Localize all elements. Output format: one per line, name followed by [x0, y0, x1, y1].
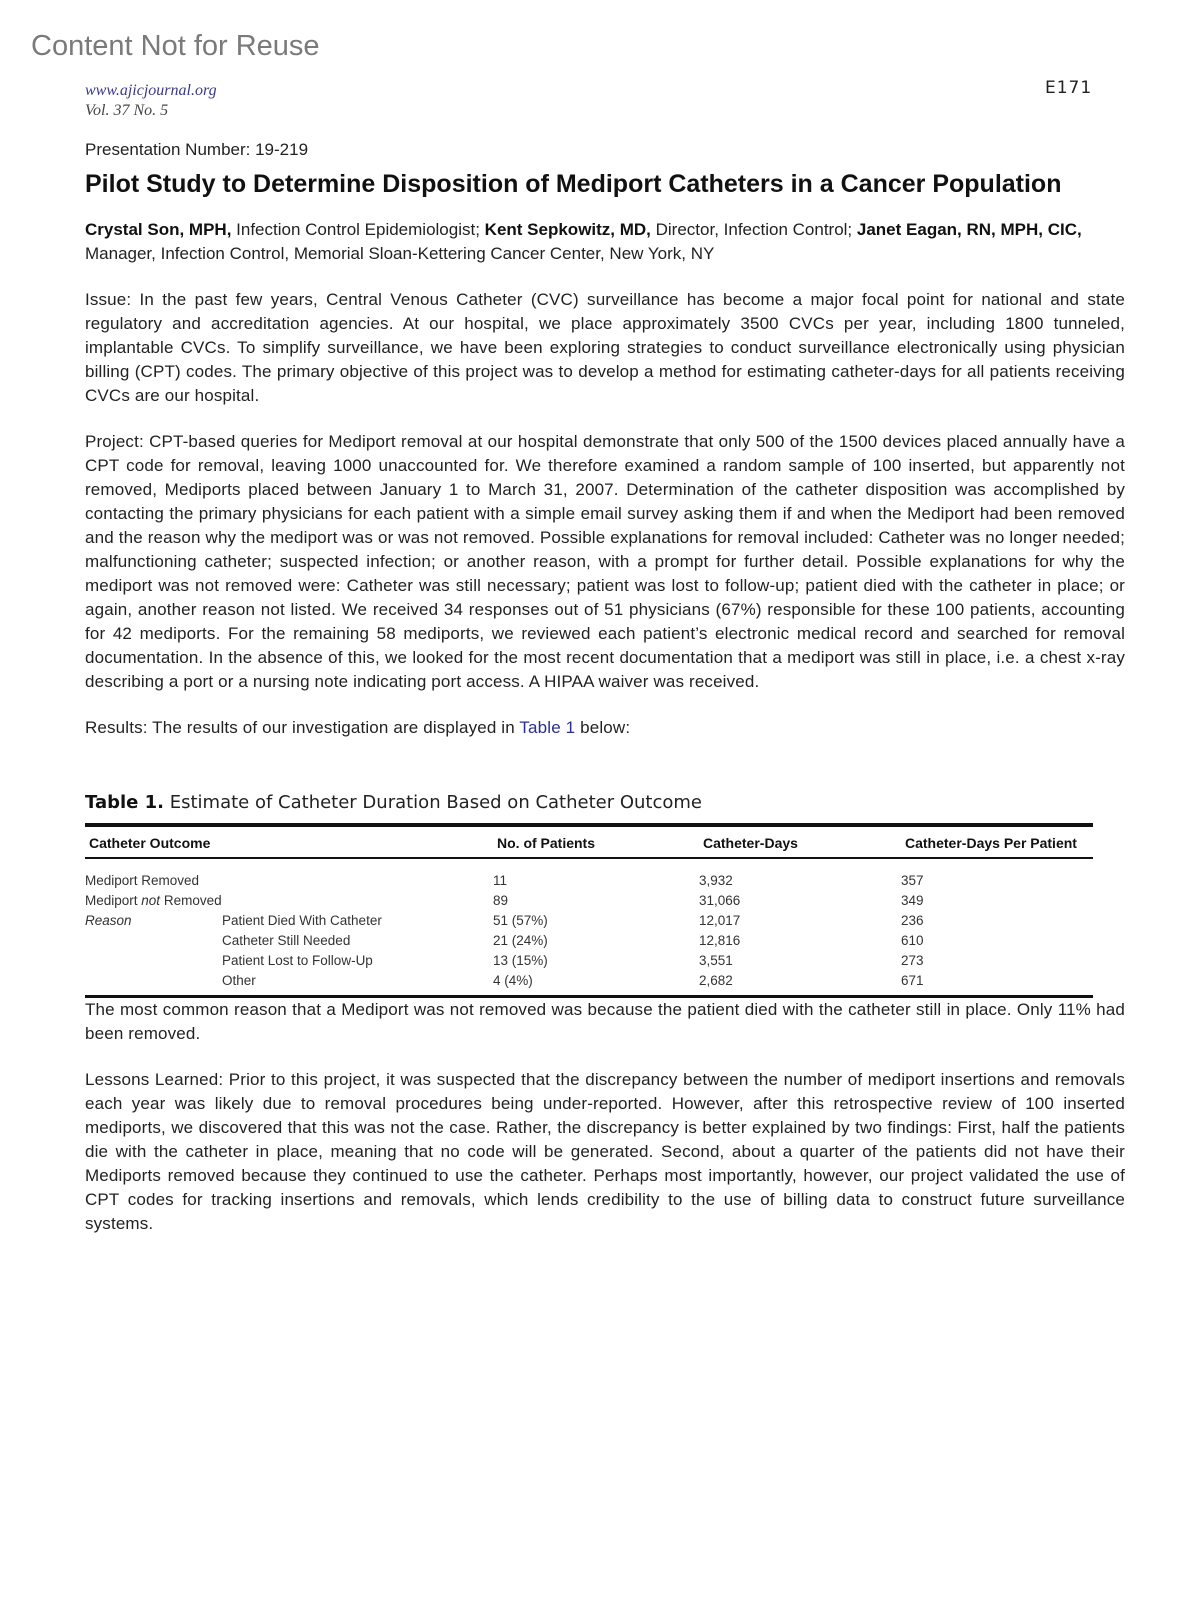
outcome-cell: Mediport Removed	[85, 872, 200, 888]
table-header-row	[85, 825, 1093, 858]
table-row	[85, 970, 1093, 997]
patients-cell: 13 (15%)	[493, 952, 548, 968]
outcome-text: Other	[222, 972, 256, 988]
table-caption	[85, 792, 1125, 813]
table-row	[85, 890, 1093, 910]
header-catheter-outcome: Catheter Outcome	[85, 825, 493, 858]
author-role: Manager, Infection Control, Memorial Sloan-Kettering Cancer Center, New York, NY	[85, 244, 715, 263]
patients-cell: 89	[493, 892, 509, 908]
journal-volume: Vol. 37 No. 5	[85, 102, 169, 119]
article-title: Pilot Study to Determine Disposition of Mediport Catheters in a Cancer Population	[85, 170, 1062, 198]
author-name: Kent Sepkowitz, MD,	[484, 220, 651, 239]
outcome-emphasis: not	[141, 892, 161, 908]
outcome-cell	[85, 950, 493, 970]
per-patient-cell: 357	[901, 872, 924, 888]
patients-cell: 4 (4%)	[493, 970, 699, 997]
days-cell: 2,682	[699, 970, 901, 997]
per-patient-cell: 671	[901, 970, 1093, 997]
outcome-text: Patient Lost to Follow-Up	[222, 952, 373, 968]
outcome-cell	[85, 930, 493, 950]
project-paragraph: Project: CPT-based queries for Mediport removal at our hospital demonstrate that only 500 of the 1500 devices placed annually have a CPT code for removal, leaving 1000 unaccounted for. We therefore examined a random sample of 100 inserted, but apparently not removed, Mediports placed between January 1 to March 31, 2007. Determination of the catheter disposition was accomplished by contacting the primary physicians for each patient with a simple email survey asking them if and when the Mediport had been removed and the reason why the mediport was or was not removed. Possible explanations for removal included: Catheter was no longer needed; malfunctioning catheter; suspected infection; or another reason, with a prompt for further detail. Possible explanations for why the mediport was not removed were: Catheter was still necessary; patient was lost to follow-up; patient died with the catheter in place; or again, another reason not listed. We received 34 responses out of 51 physicians (67%) responsible for these 100 patients, accounting for 42 mediports. For the remaining 58 mediports, we reviewed each patient’s electronic medical record and searched for removal documentation. In the absence of this, we looked for the most recent documentation that a mediport was still in place, i.e. a chest x-ray describing a port or a nursing note indicating port access. A HIPAA waiver was received.	[85, 432, 1125, 691]
patients-cell: 21 (24%)	[493, 932, 548, 948]
watermark: Content Not for Reuse	[31, 30, 320, 62]
patients-cell: 51 (57%)	[493, 912, 548, 928]
days-cell: 31,066	[699, 892, 741, 908]
conclusion-paragraph: The most common reason that a Mediport was not removed was because the patient died with the catheter still in place. Only 11% had been removed.	[85, 1000, 1125, 1043]
issue-paragraph: Issue: In the past few years, Central Venous Catheter (CVC) surveillance has become a major focal point for national and state regulatory and accreditation agencies. At our hospital, we place approximately 3500 CVCs per year, including 1800 tunneled, implantable CVCs. To simplify surveillance, we have been exploring strategies to conduct surveillance electronically using physician billing (CPT) codes. The primary objective of this project was to develop a method for estimating catheter-days for all patients receiving CVCs are our hospital.	[85, 290, 1125, 405]
author-name: Janet Eagan, RN, MPH, CIC,	[856, 220, 1082, 239]
results-text-suffix: below:	[575, 718, 631, 737]
author-list	[85, 218, 1125, 266]
article-body	[85, 140, 1125, 1258]
outcome-text: Mediport	[85, 892, 142, 908]
days-cell: 12,017	[699, 912, 741, 928]
author-role: Infection Control Epidemiologist;	[231, 220, 485, 239]
days-cell: 12,816	[699, 932, 741, 948]
presentation-number: Presentation Number: 19-219	[85, 140, 309, 159]
header-catheter-days: Catheter-Days	[699, 825, 901, 858]
outcome-text: Patient Died With Catheter	[222, 912, 382, 928]
outcome-text: Removed	[160, 892, 222, 908]
author-name: Crystal Son, MPH,	[85, 220, 232, 239]
table-row	[85, 910, 1093, 930]
table-row	[85, 950, 1093, 970]
days-cell: 3,551	[699, 952, 733, 968]
header-catheter-days-per-patient: Catheter-Days Per Patient	[901, 825, 1093, 858]
per-patient-cell: 610	[901, 932, 924, 948]
patients-cell: 11	[493, 872, 508, 888]
author-role: Director, Infection Control;	[650, 220, 857, 239]
outcome-cell	[85, 890, 493, 910]
header-no-of-patients: No. of Patients	[493, 825, 699, 858]
per-patient-cell: 236	[901, 912, 924, 928]
table-1-link[interactable]: Table 1	[519, 718, 576, 737]
table-row	[85, 858, 1093, 890]
table-label: Table 1.	[85, 792, 164, 813]
outcome-cell	[85, 970, 493, 997]
days-cell: 3,932	[699, 872, 733, 888]
per-patient-cell: 349	[901, 892, 924, 908]
results-table	[85, 823, 1093, 998]
outcome-text: Catheter Still Needed	[222, 932, 351, 948]
reason-label: Reason	[85, 912, 132, 928]
per-patient-cell: 273	[901, 952, 924, 968]
results-text: Results: The results of our investigation are displayed in	[85, 718, 520, 737]
table-row	[85, 930, 1093, 950]
results-paragraph	[85, 716, 1125, 740]
page-number: E171	[1045, 78, 1093, 98]
journal-url-link[interactable]: www.ajicjournal.org	[85, 82, 217, 99]
table-caption-text: Estimate of Catheter Duration Based on Catheter Outcome	[169, 792, 702, 813]
lessons-learned-paragraph: Lessons Learned: Prior to this project, it was suspected that the discrepancy between the number of mediport insertions and removals each year was likely due to removal procedures being under-reported. However, after this retrospective review of 100 inserted mediports, we discovered that this was not the case. Rather, the discrepancy is better explained by two findings: First, half the patients die with the catheter in place, meaning that no code will be generated. Second, about a quarter of the patients did not have their Mediports removed because they continued to use the catheter. Perhaps most importantly, however, our project validated the use of CPT codes for tracking insertions and removals, which lends credibility to the use of billing data to construct future surveillance systems.	[85, 1070, 1125, 1233]
outcome-cell	[85, 910, 493, 930]
